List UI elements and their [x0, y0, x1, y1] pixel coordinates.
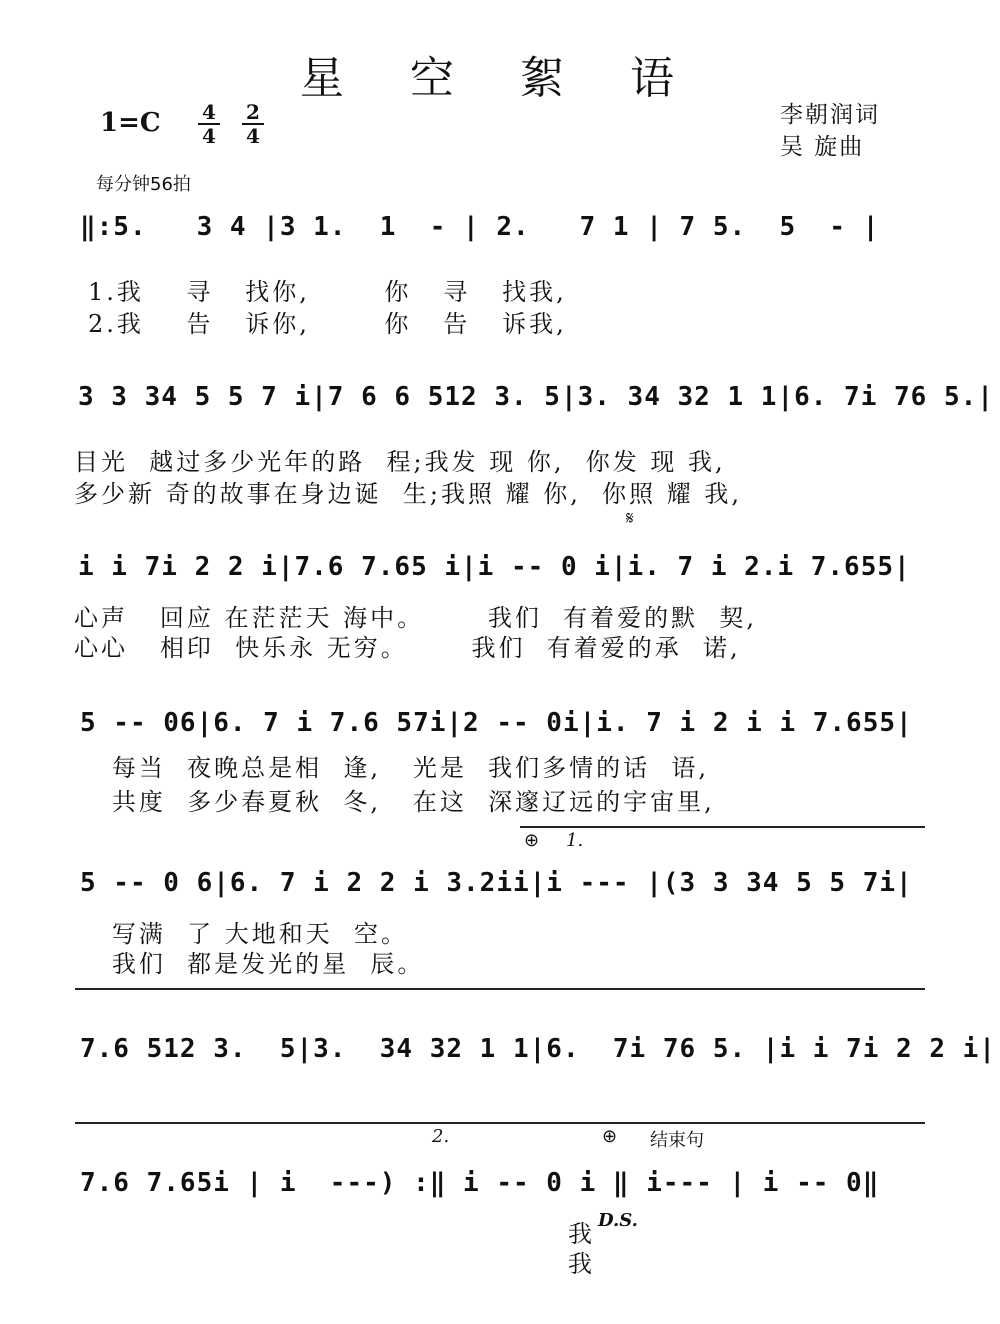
system-3-lyric-verse-2: 心心 相印 快乐永 无穷。 我们 有着爱的承 诺,	[74, 634, 741, 662]
system-3-lyric-verse-1: 心声 回应 在茫茫天 海中。 我们 有着爱的默 契,	[74, 604, 758, 632]
time-signature-2-4: 2 4	[240, 102, 266, 146]
volta-2-label: 2.	[432, 1126, 450, 1147]
system-4-notes: 5 -- 06|6. 7 i 7.6 57i|2 -- 0i|i. 7 i 2 i i 7.655|	[80, 708, 913, 738]
lyricist-credit: 李朝润词	[780, 102, 880, 128]
system-5-lyric-verse-2: 我们 都是发光的星 辰。	[80, 950, 425, 978]
system-separator	[75, 988, 925, 990]
final-lyric-verse-2: 我	[568, 1250, 595, 1278]
system-2-lyric-verse-1: 目光 越过多少光年的路 程;我发 现 你, 你发 现 我,	[74, 448, 726, 476]
key-signature: 1=C	[100, 108, 161, 138]
coda-sign-2: ⊕	[602, 1126, 618, 1147]
volta-1-label: 1.	[566, 830, 584, 851]
system-1-notes: ‖:5. 3 4 |3 1. 1 - | 2. 7 1 | 7 5. 5 - |	[80, 212, 880, 242]
segno-sign: 𝄋	[626, 508, 634, 529]
system-3-notes: i i 7i 2 2 i|7.6 7.65 i|i -- 0 i|i. 7 i 2.i 7.655|	[78, 552, 911, 582]
system-2-notes: 3 3 34 5 5 7 i|7 6 6 512 3. 5|3. 34 32 1 1|6. 7i 76 5.|	[78, 382, 994, 412]
song-title: 星 空 絮 语	[300, 53, 700, 104]
dal-segno-mark: D.S.	[598, 1210, 638, 1231]
time-signature-4-4: 4 4	[196, 102, 222, 146]
system-2-lyric-verse-2: 多少新 奇的故事在身边诞 生;我照 耀 你, 你照 耀 我,	[74, 480, 743, 508]
system-4-lyric-verse-2: 共度 多少春夏秋 冬, 在这 深邃辽远的宇宙里,	[80, 788, 715, 816]
system-5-notes: 5 -- 0 6|6. 7 i 2 2 i 3.2ii|i --- |(3 3 34 5 5 7i|	[80, 868, 913, 898]
system-6-notes: 7.6 512 3. 5|3. 34 32 1 1|6. 7i 76 5. |i i 7i 2 2 i|	[80, 1034, 996, 1064]
ending-brackets	[75, 1122, 925, 1124]
volta-1-bracket	[520, 826, 925, 828]
composer-credit: 吴 旋曲	[780, 134, 865, 160]
coda-sign-1: ⊕	[524, 830, 540, 851]
system-1-lyric-verse-1: 1.我 寻 找你, 你 寻 找我,	[88, 278, 567, 306]
tempo-marking: 每分钟56拍	[96, 174, 191, 195]
system-4-lyric-verse-1: 每当 夜晚总是相 逢, 光是 我们多情的话 语,	[80, 754, 710, 782]
ending-phrase-label: 结束句	[650, 1130, 704, 1151]
system-7-notes: 7.6 7.65i | i ---) :‖ i -- 0 i ‖ i--- | i -- 0‖	[80, 1168, 880, 1198]
system-5-lyric-verse-1: 写满 了 大地和天 空。	[80, 920, 409, 948]
final-lyric-verse-1: 我	[568, 1220, 595, 1248]
system-1-lyric-verse-2: 2.我 告 诉你, 你 告 诉我,	[88, 310, 567, 338]
